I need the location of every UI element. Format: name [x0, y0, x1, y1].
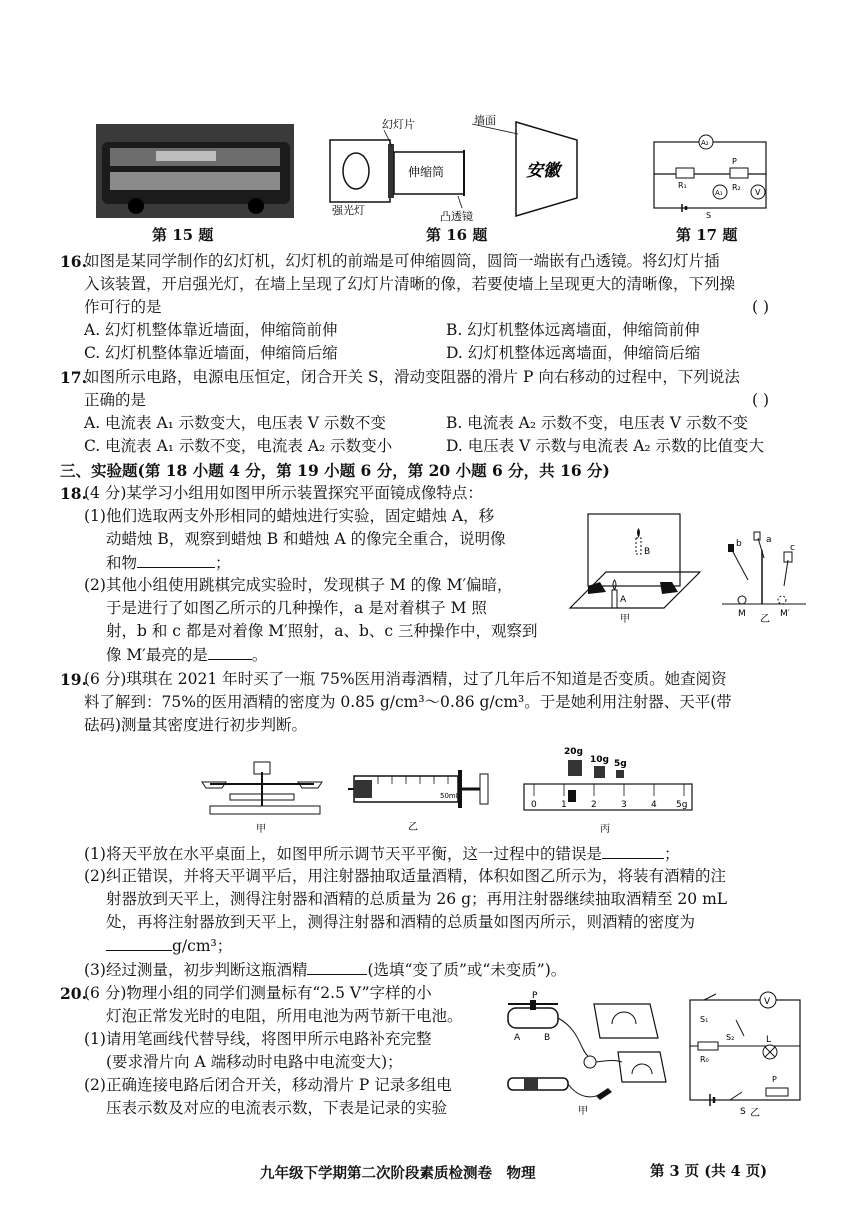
q18-p2-line2: 于是进行了如图乙所示的几种操作，a 是对着棋子 M 照 — [106, 599, 487, 617]
caption-bing: 丙 — [600, 824, 610, 835]
caption-yi: 乙 — [750, 1108, 760, 1118]
tick-4: 4 — [651, 800, 657, 810]
q18-p2-line1: (2)其他小组使用跳棋完成实验时，发现棋子 M 的像 M′偏暗， — [84, 576, 513, 594]
circuit-photo-jia — [500, 990, 668, 1118]
bus-photo — [96, 124, 294, 218]
q20-p2-line1: (2)正确连接电路后闭合开关，移动滑片 P 记录多组电 — [84, 1076, 452, 1094]
q19-line3: 砝码)测量其密度进行初步判断。 — [84, 716, 308, 734]
q18-p2-end: 。 — [251, 646, 268, 664]
q20-p2-line2: 压表示数及对应的电流表示数，下表是记录的实验 — [106, 1099, 448, 1117]
figure-20-jia — [500, 990, 668, 1118]
q19-blank-2[interactable] — [106, 934, 172, 951]
figure-18-jia — [566, 508, 704, 628]
q19-line2: 料了解到：75%的医用酒精的密度为 0.85 g/cm³～0.86 g/cm³。于是她利用注射器、天平(带 — [84, 693, 732, 711]
q17-answer-paren: ( ) — [752, 391, 770, 409]
q16-line3: 作可行的是 — [84, 298, 162, 316]
q18-p2-line4 — [106, 643, 267, 667]
balance-scale — [196, 752, 330, 836]
q19-line1: (6 分)琪琪在 2021 年时买了一瓶 75%医用消毒酒精，过了几年后不知道是否变质。她查阅资 — [84, 670, 727, 688]
label-s: S — [706, 211, 712, 220]
tick-0: 0 — [531, 800, 537, 810]
label-s2: S₂ — [726, 1033, 735, 1042]
screen-text: 安徽 — [526, 161, 560, 181]
q19-p1-text: (1)将天平放在水平桌面上，如图甲所示调节天平平衡，这一过程中的错误是 — [84, 845, 602, 863]
tick-3: 3 — [621, 800, 627, 810]
label-a1: A₁ — [715, 189, 723, 197]
q18-p2-text: 像 M′最亮的是 — [106, 646, 208, 664]
q16-option-b: B. 幻灯机整体远离墙面，伸缩筒前伸 — [446, 321, 700, 339]
figure-17 — [648, 134, 774, 220]
q17-option-d: D. 电压表 V 示数与电流表 A₂ 示数的比值变大 — [446, 437, 765, 455]
section-detail: (第 18 小题 4 分，第 19 小题 6 分，第 20 小题 6 分，共 16 分) — [137, 461, 610, 480]
q19-p2-unit: g/cm³； — [172, 937, 233, 955]
label-lamp: 强光灯 — [332, 204, 365, 217]
label-b: b — [736, 539, 742, 549]
label-v: V — [764, 997, 771, 1007]
syringe — [348, 766, 494, 836]
caption-jia: 甲 — [256, 824, 266, 835]
label-tube: 伸缩筒 — [408, 165, 445, 179]
label-r2: R₂ — [732, 183, 741, 192]
q16-line1: 如图是某同学制作的幻灯机，幻灯机的前端是可伸缩圆筒，圆筒一端嵌有凸透镜。将幻灯片插 — [84, 252, 720, 270]
figure-16 — [322, 112, 612, 224]
q18-p2-line3: 射，b 和 c 都是对着像 M′照射，a、b、c 三种操作中，观察到 — [106, 622, 538, 640]
q16-option-a: A. 幻灯机整体靠近墙面，伸缩筒前伸 — [84, 321, 338, 339]
q18-number: 18. — [60, 484, 87, 503]
figure-19-yi — [348, 766, 494, 836]
tick-2: 2 — [591, 800, 597, 810]
figure-19-bing — [520, 744, 698, 836]
figure-15 — [96, 124, 294, 218]
fig17-caption: 第 17 题 — [676, 226, 738, 244]
section-title: 三、实验题 — [60, 461, 138, 480]
fig15-caption: 第 15 题 — [152, 226, 214, 244]
syringe-unit: 50mL — [440, 792, 460, 800]
footer-title: 九年级下学期第二次阶段素质检测卷 物理 — [260, 1165, 536, 1182]
label-lens: 凸透镜 — [440, 210, 473, 223]
q18-p1-line2: 动蜡烛 B，观察到蜡烛 B 和蜡烛 A 的像完全重合，说明像 — [106, 530, 506, 548]
circuit-yi — [684, 990, 810, 1118]
label-v: V — [755, 188, 761, 197]
q19-p3-choice: (选填“变了质”或“未变质”)。 — [367, 961, 567, 979]
caption-yi: 乙 — [760, 614, 770, 624]
q20-number: 20. — [60, 984, 87, 1003]
q17-number: 17. — [60, 368, 87, 387]
q16-line2: 入该装置，开启强光灯，在墙上呈现了幻灯片清晰的像，若要使墙上呈现更大的清晰像，下列操 — [84, 275, 736, 293]
caption-jia: 甲 — [578, 1106, 588, 1117]
q18-p1-end: ； — [215, 554, 231, 572]
q19-blank-3[interactable] — [307, 958, 367, 975]
q19-p2-line3: 处，再将注射器放到天平上，测得注射器和酒精的总质量如图丙所示，则酒精的密度为 — [106, 913, 696, 931]
q18-p1-line1: (1)他们选取两支外形相同的蜡烛进行实验，固定蜡烛 A，移 — [84, 507, 495, 525]
checker-mirror-setup — [718, 530, 810, 624]
q17-line2: 正确的是 — [84, 391, 147, 409]
weight-20g: 20g — [564, 747, 583, 757]
plane-mirror-setup — [566, 508, 704, 628]
caption-yi: 乙 — [408, 822, 418, 833]
label-s: S — [740, 1107, 746, 1117]
figure-19-jia — [196, 752, 330, 836]
q18-p1-line3 — [106, 551, 231, 575]
label-p: P — [732, 157, 737, 166]
q17-option-a: A. 电流表 A₁ 示数变大，电压表 V 示数不变 — [84, 414, 386, 432]
fig16-caption: 第 16 题 — [426, 226, 488, 244]
figure-18-yi — [718, 530, 810, 624]
q19-number: 19. — [60, 670, 87, 689]
caption-jia: 甲 — [620, 614, 630, 625]
label-candle-b: B — [644, 547, 651, 557]
label-r1: R₁ — [678, 181, 687, 190]
label-candle-a: A — [620, 595, 627, 605]
label-slide: 幻灯片 — [382, 118, 415, 131]
label-s1: S₁ — [700, 1015, 709, 1024]
q17-option-c: C. 电流表 A₁ 示数不变，电流表 A₂ 示数变小 — [84, 437, 393, 455]
page-number: 第 3 页 (共 4 页) — [650, 1163, 768, 1180]
q19-p2-line1: (2)纠正错误，并将天平调平后，用注射器抽取适量酒精，体积如图乙所示为，将装有酒精的注 — [84, 867, 726, 885]
figure-20-yi — [684, 990, 810, 1118]
q18-intro: (4 分)某学习小组用如图甲所示装置探究平面镜成像特点： — [84, 484, 483, 502]
q17-line1: 如图所示电路，电源电压恒定，闭合开关 S，滑动变阻器的滑片 P 向右移动的过程中，下列说法 — [84, 368, 740, 386]
projector-diagram — [322, 112, 612, 224]
label-b: B — [544, 1033, 551, 1043]
label-a-light: a — [766, 535, 772, 545]
q19-p2-line2: 射器放到天平上，测得注射器和酒精的总质量为 26 g；再用注射器继续抽取酒精至 20 mL — [106, 890, 728, 908]
q16-number: 16. — [60, 252, 87, 271]
q19-p2-line4 — [106, 934, 232, 958]
q16-option-c: C. 幻灯机整体靠近墙面，伸缩筒后缩 — [84, 344, 338, 362]
q18-blank-1[interactable] — [137, 551, 215, 568]
label-r0: R₀ — [700, 1055, 709, 1064]
weight-5g: 5g — [614, 759, 627, 769]
tick-1: 1 — [561, 800, 567, 810]
section-heading — [60, 459, 610, 483]
q19-blank-1[interactable] — [602, 842, 664, 859]
q19-p1-end: ； — [663, 845, 680, 863]
tick-5: 5g — [676, 800, 688, 810]
label-p: P — [532, 991, 538, 1001]
weight-10g: 10g — [590, 755, 609, 765]
label-p: P — [772, 1075, 777, 1084]
circuit-17 — [648, 134, 774, 220]
weights-and-scale — [520, 744, 698, 836]
label-c: c — [790, 543, 795, 553]
label-a2: A₂ — [701, 139, 709, 147]
q19-p1 — [84, 842, 679, 866]
q16-option-d: D. 幻灯机整体远离墙面，伸缩筒后缩 — [446, 344, 701, 362]
q17-option-b: B. 电流表 A₂ 示数不变，电压表 V 示数不变 — [446, 414, 749, 432]
q19-p3 — [84, 958, 566, 982]
label-a: A — [514, 1033, 521, 1043]
q20-line1: (6 分)物理小组的同学们测量标有“2.5 V”字样的小 — [84, 984, 432, 1002]
q20-p1-line1: (1)请用笔画线代替导线，将图甲所示电路补充完整 — [84, 1030, 432, 1048]
q18-p1-text: 和物 — [106, 554, 138, 572]
q18-blank-2[interactable] — [208, 643, 252, 660]
label-wall: 墙面 — [474, 114, 496, 127]
label-m: M — [738, 609, 746, 619]
label-l: L — [766, 1035, 772, 1045]
label-m-prime: M′ — [780, 609, 790, 619]
q20-p1-line2: (要求滑片向 A 端移动时电路中电流变大)； — [106, 1053, 403, 1071]
q19-p3-text: (3)经过测量，初步判断这瓶酒精 — [84, 961, 308, 979]
q20-line2: 灯泡正常发光时的电阻，所用电池为两节新干电池。 — [106, 1007, 463, 1025]
q16-answer-paren: ( ) — [752, 298, 770, 316]
